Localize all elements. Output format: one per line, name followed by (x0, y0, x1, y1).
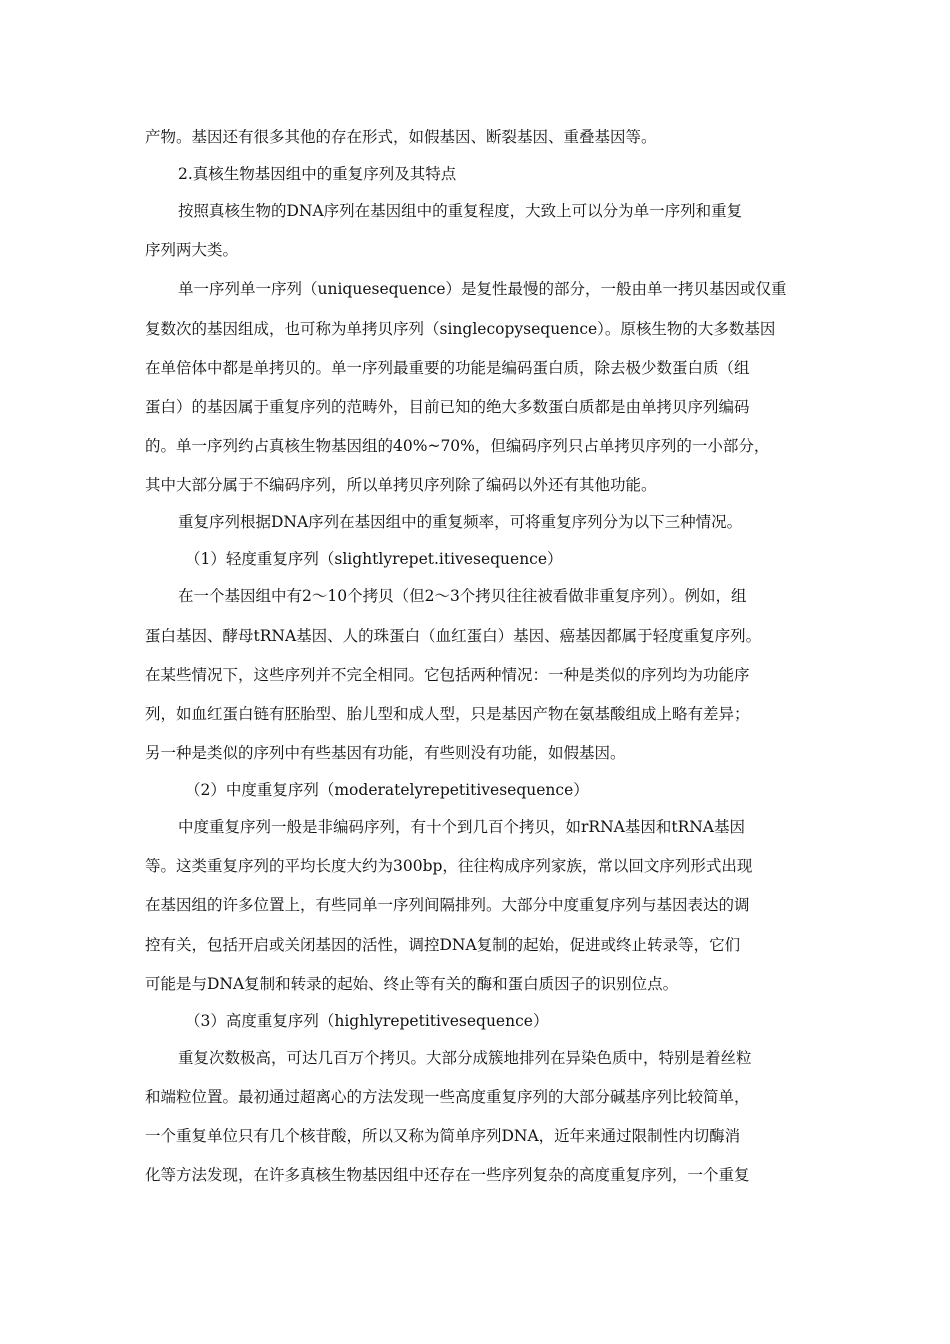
subsection-heading: （1）轻度重复序列（slightlyrepet.itivesequence） (185, 550, 563, 569)
paragraph-line: 可能是与DNA复制和转录的起始、终止等有关的酶和蛋白质因子的识别位点。 (145, 974, 679, 993)
paragraph-line: 和端粒位置。最初通过超离心的方法发现一些高度重复序列的大部分碱基序列比较简单， (145, 1088, 750, 1106)
paragraph-line: 一个重复单位只有几个核苷酸，所以又称为简单序列DNA，近年来通过限制性内切酶消 (145, 1127, 741, 1146)
paragraph-line: 列，如血红蛋白链有胚胎型、胎儿型和成人型，只是基因产物在氨基酸组成上略有差异； (145, 704, 750, 723)
paragraph-line: 控有关，包括开启或关闭基因的活性，调控DNA复制的起始，促进或终止转录等，它们 (145, 935, 741, 954)
paragraph-line: 另一种是类似的序列中有些基因有功能，有些则没有功能，如假基因。 (145, 744, 626, 763)
subsection-heading: （2）中度重复序列（moderatelyrepetitivesequence） (185, 781, 589, 800)
section-heading: 2.真核生物基因组中的重复序列及其特点 (178, 165, 457, 183)
subsection-heading: （3）高度重复序列（highlyrepetitivesequence） (185, 1011, 549, 1030)
paragraph-line: 在单倍体中都是单拷贝的。单一序列最重要的功能是编码蛋白质，除去极少数蛋白质（组 (145, 358, 750, 377)
paragraph-line: 产物。基因还有很多其他的存在形式，如假基因、断裂基因、重叠基因等。 (145, 128, 657, 146)
paragraph-line: 重复序列根据DNA序列在基因组中的重复频率，可将重复序列分为以下三种情况。 (178, 513, 743, 532)
paragraph-line: 蛋白）的基因属于重复序列的范畴外，目前已知的绝大多数蛋白质都是由单拷贝序列编码 (145, 397, 750, 416)
paragraph-line: 在某些情况下，这些序列并不完全相同。它包括两种情况：一种是类似的序列均为功能序 (145, 665, 750, 684)
paragraph-line: 在一个基因组中有2～10个拷贝（但2～3个拷贝往往被看做非重复序列）。例如，组 (178, 587, 747, 606)
paragraph-line: 序列两大类。 (145, 241, 239, 260)
paragraph-line: 按照真核生物的DNA序列在基因组中的重复程度，大致上可以分为单一序列和重复 (178, 202, 743, 220)
paragraph-line: 其中大部分属于不编码序列，所以单拷贝序列除了编码以外还有其他功能。 (145, 476, 657, 495)
paragraph-line: 蛋白基因、酵母tRNA基因、人的珠蛋白（血红蛋白）基因、癌基因都属于轻度重复序列。 (145, 626, 762, 645)
paragraph-line: 等。这类重复序列的平均长度大约为300bp，往往构成序列家族，常以回文序列形式出现 (145, 857, 753, 876)
paragraph-line: 在基因组的许多位置上，有些同单一序列间隔排列。大部分中度重复序列与基因表达的调 (145, 896, 750, 915)
paragraph-line: 单一序列单一序列（uniquesequence）是复性最慢的部分，一般由单一拷贝基因或仅重 (178, 280, 787, 299)
paragraph-line: 化等方法发现，在许多真核生物基因组中还存在一些序列复杂的高度重复序列，一个重复 (145, 1166, 750, 1185)
document-body (145, 122, 815, 1200)
paragraph-line: 重复次数极高，可达几百万个拷贝。大部分成簇地排列在异染色质中，特别是着丝粒 (178, 1048, 752, 1067)
paragraph-line: 的。单一序列约占真核生物基因组的40%~70%，但编码序列只占单拷贝序列的一小部分， (145, 437, 770, 456)
paragraph-line: 复数次的基因组成，也可称为单拷贝序列（singlecopysequence）。原核生物的大多数基因 (145, 319, 776, 338)
paragraph-line: 中度重复序列一般是非编码序列，有十个到几百个拷贝，如rRNA基因和tRNA基因 (178, 818, 745, 837)
